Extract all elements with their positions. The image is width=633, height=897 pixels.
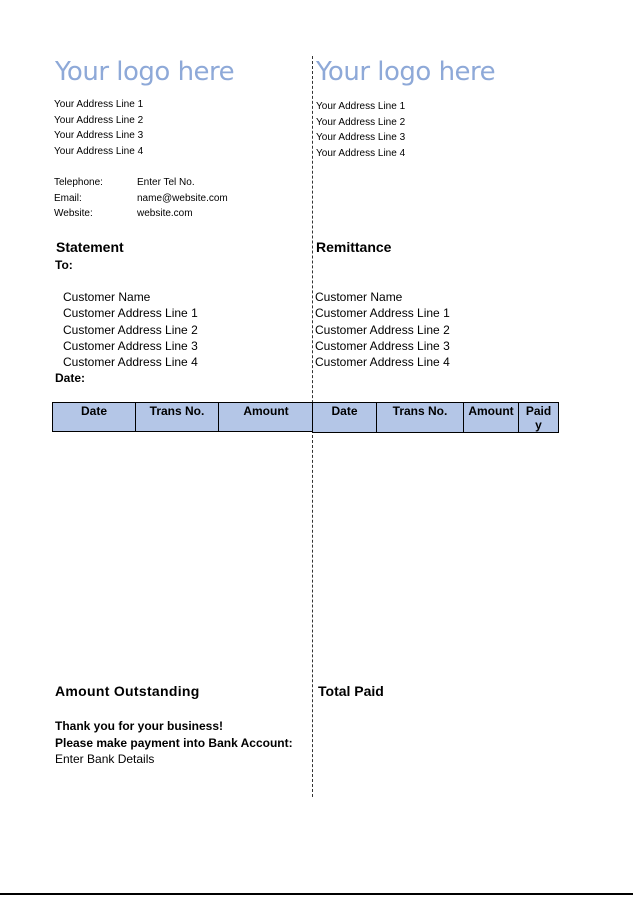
amount-outstanding-label: Amount Outstanding bbox=[55, 683, 200, 699]
statement-address-block bbox=[54, 97, 143, 159]
remittance-customer-block bbox=[315, 289, 450, 370]
customer-name: Customer Name bbox=[315, 290, 403, 304]
payment-instruction: Please make payment into Bank Account: bbox=[55, 736, 293, 750]
customer-address-line: Customer Address Line 2 bbox=[63, 322, 198, 337]
address-line: Your Address Line 2 bbox=[316, 116, 406, 128]
column-header-date: Date bbox=[313, 403, 377, 433]
total-paid-label: Total Paid bbox=[318, 683, 384, 699]
remittance-logo-placeholder: Your logo here bbox=[316, 57, 496, 87]
customer-address-line: Customer Address Line 3 bbox=[315, 338, 450, 353]
statement-table-header bbox=[52, 402, 314, 432]
customer-name: Customer Name bbox=[63, 290, 151, 304]
customer-address-line: Customer Address Line 3 bbox=[63, 338, 198, 353]
website-value: website.com bbox=[137, 208, 193, 219]
thank-you-note: Thank you for your business! bbox=[55, 719, 224, 733]
remittance-table-header bbox=[312, 402, 559, 433]
telephone-value: Enter Tel No. bbox=[137, 177, 195, 188]
address-line: Your Address Line 1 bbox=[54, 99, 144, 110]
contact-values bbox=[137, 175, 228, 222]
telephone-label: Telephone: bbox=[54, 177, 103, 188]
customer-address-line: Customer Address Line 1 bbox=[315, 306, 450, 321]
column-header-paid: Paid y bbox=[519, 403, 559, 433]
email-value: name@website.com bbox=[137, 192, 228, 204]
column-header-amount: Amount bbox=[464, 403, 519, 433]
customer-address-line: Customer Address Line 4 bbox=[63, 355, 198, 370]
address-line: Your Address Line 3 bbox=[316, 132, 406, 143]
contact-labels bbox=[54, 175, 103, 222]
to-label: To: bbox=[55, 258, 73, 272]
remittance-address-block bbox=[316, 99, 405, 161]
website-label: Website: bbox=[54, 208, 93, 219]
column-header-trans-no: Trans No. bbox=[136, 403, 219, 432]
page-bottom-rule bbox=[0, 893, 633, 895]
column-header-amount: Amount bbox=[219, 403, 314, 432]
statement-logo-placeholder: Your logo here bbox=[55, 57, 235, 87]
address-line: Your Address Line 4 bbox=[54, 145, 144, 157]
column-header-date: Date bbox=[53, 403, 136, 432]
address-line: Your Address Line 2 bbox=[54, 114, 144, 126]
address-line: Your Address Line 4 bbox=[316, 147, 406, 159]
statement-customer-block bbox=[63, 289, 198, 370]
customer-address-line: Customer Address Line 2 bbox=[315, 322, 450, 337]
remittance-title: Remittance bbox=[316, 239, 392, 255]
date-label: Date: bbox=[55, 371, 86, 385]
customer-address-line: Customer Address Line 4 bbox=[315, 355, 450, 370]
statement-title: Statement bbox=[56, 239, 124, 255]
bank-details: Enter Bank Details bbox=[55, 752, 155, 766]
customer-address-line: Customer Address Line 1 bbox=[63, 306, 198, 321]
address-line: Your Address Line 1 bbox=[316, 101, 406, 112]
address-line: Your Address Line 3 bbox=[54, 130, 144, 141]
email-label: Email: bbox=[54, 192, 82, 204]
column-header-trans-no: Trans No. bbox=[377, 403, 464, 433]
